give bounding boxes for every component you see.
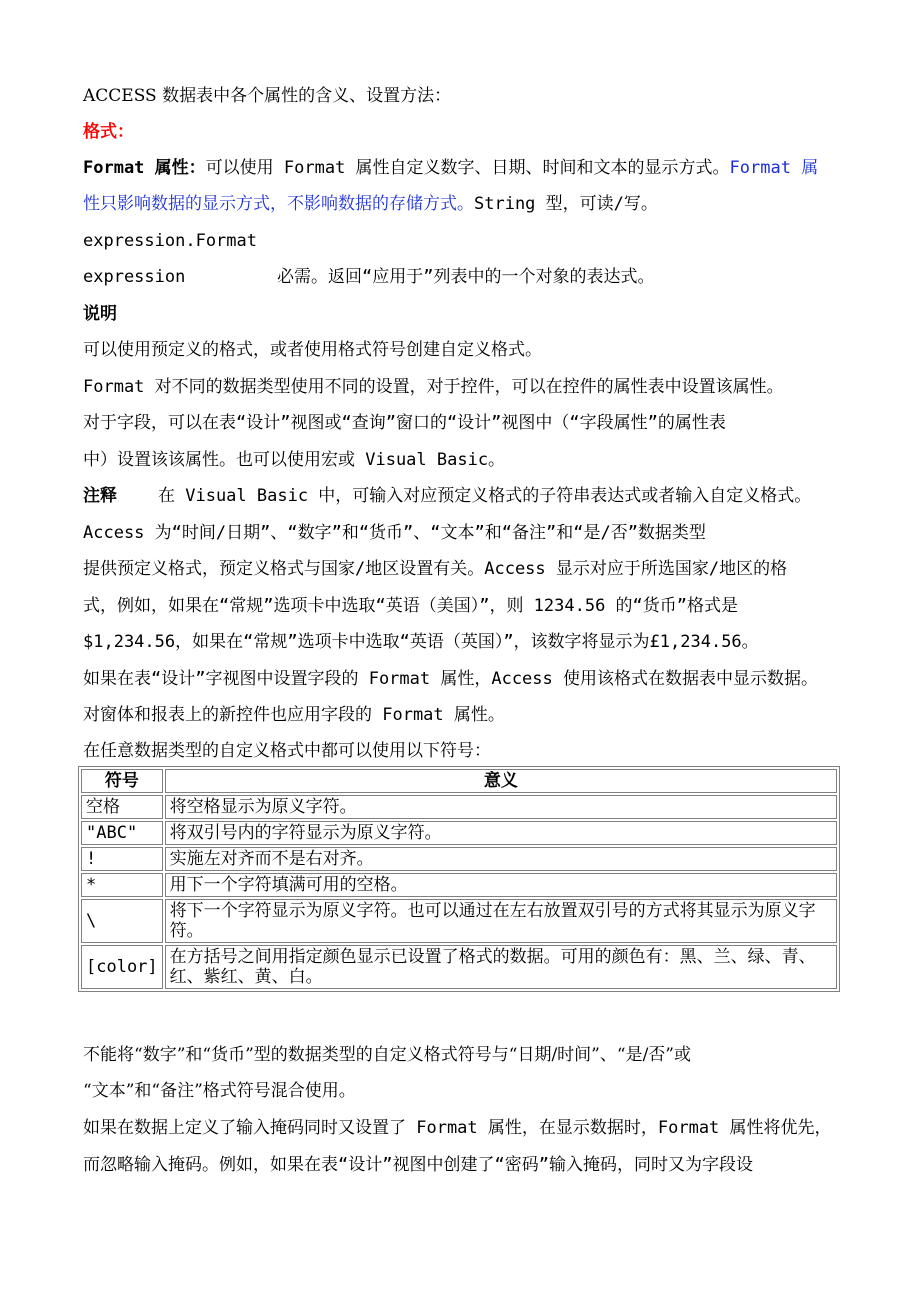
note-line: Access 为“时间/日期”、“数字”和“货币”、“文本”和“备注”和“是/否”数据类型 [83, 523, 706, 543]
format-property-highlight-start: Format 属 [729, 158, 819, 178]
meaning-cell: 实施左对齐而不是右对齐。 [165, 847, 837, 871]
table-row [81, 821, 837, 845]
symbol-cell: "ABC" [81, 821, 163, 845]
header-symbol: 符号 [81, 769, 163, 793]
input-mask-line: 如果在数据上定义了输入掩码同时又设置了 Format 属性，在显示数据时，Format 属性将优先， [83, 1118, 832, 1138]
table-row [81, 945, 837, 989]
symbol-cell: * [81, 873, 163, 897]
syntax-line: expression.Format [83, 231, 257, 251]
note-line: $1,234.56，如果在“常规”选项卡中选取“英语（英国）”，该数字将显示为£1,234.56。 [83, 632, 759, 652]
symbols-intro: 在任意数据类型的自定义格式中都可以使用以下符号： [83, 741, 491, 761]
header-meaning: 意义 [165, 769, 837, 793]
meaning-cell: 将下一个字符显示为原义字符。也可以通过在左右放置双引号的方式将其显示为原义字符。 [165, 899, 837, 943]
note-text: 在 Visual Basic 中，可输入对应预定义格式的子符串表达式或者输入自定义格式。 [158, 486, 812, 506]
table-header-row [81, 769, 837, 793]
after-table-line: “文本”和“备注”格式符号混合使用。 [83, 1081, 356, 1101]
remarks-line: 可以使用预定义的格式，或者使用格式符号创建自定义格式。 [83, 340, 542, 360]
remarks-line: 对于字段，可以在表“设计”视图或“查询”窗口的“设计”视图中（“字段属性”的属性表 [83, 413, 726, 433]
format-symbols-table [78, 766, 840, 992]
design-line: 对窗体和报表上的新控件也应用字段的 Format 属性。 [83, 705, 505, 725]
input-mask-line: 而忽略输入掩码。例如，如果在表“设计”视图中创建了“密码”输入掩码，同时又为字段设 [83, 1155, 753, 1175]
parameter-description: 必需。返回“应用于”列表中的一个对象的表达式。 [277, 267, 655, 287]
parameter-row [83, 267, 839, 287]
document-heading: ACCESS 数据表中各个属性的含义、设置方法： [83, 86, 452, 106]
format-property-highlight-end: 性只影响数据的显示方式，不影响数据的存储方式。 [83, 194, 474, 214]
section-title: 格式： [83, 122, 134, 142]
table-row [81, 847, 837, 871]
meaning-cell: 在方括号之间用指定颜色显示已设置了格式的数据。可用的颜色有：黑、兰、绿、青、红、紫红、黄、白。 [165, 945, 837, 989]
format-property-paragraph-cont [83, 194, 839, 214]
note-paragraph [83, 486, 839, 506]
note-line: 式，例如，如果在“常规”选项卡中选取“英语（美国）”，则 1234.56 的“货币”格式是 [83, 596, 739, 616]
table-row [81, 873, 837, 897]
symbol-cell: \ [81, 899, 163, 943]
symbol-cell: ! [81, 847, 163, 871]
format-property-label: Format 属性： [83, 158, 206, 178]
parameter-name: expression [83, 267, 186, 287]
remarks-title: 说明 [83, 304, 117, 324]
remarks-line: Format 对不同的数据类型使用不同的设置，对于控件，可以在控件的属性表中设置该属性。 [83, 377, 784, 397]
table-row [81, 795, 837, 819]
format-property-type: String 型，可读/写。 [474, 194, 658, 214]
format-property-paragraph [83, 158, 839, 178]
format-property-text: 可以使用 Format 属性自定义数字、日期、时间和文本的显示方式。 [205, 158, 730, 178]
note-label: 注释 [83, 486, 117, 506]
remarks-line: 中）设置该该属性。也可以使用宏或 Visual Basic。 [83, 450, 506, 470]
meaning-cell: 将空格显示为原义字符。 [165, 795, 837, 819]
symbol-cell: [color] [81, 945, 163, 989]
symbol-cell: 空格 [81, 795, 163, 819]
table-row [81, 899, 837, 943]
after-table-line: 不能将“数字”和“货币”型的数据类型的自定义格式符号与“日期/时间”、“是/否”或 [83, 1045, 691, 1065]
note-line: 提供预定义格式，预定义格式与国家/地区设置有关。Access 显示对应于所选国家/地区的格 [83, 559, 788, 579]
meaning-cell: 用下一个字符填满可用的空格。 [165, 873, 837, 897]
design-line: 如果在表“设计”字视图中设置字段的 Format 属性，Access 使用该格式在数据表中显示数据。 [83, 669, 818, 689]
meaning-cell: 将双引号内的字符显示为原义字符。 [165, 821, 837, 845]
